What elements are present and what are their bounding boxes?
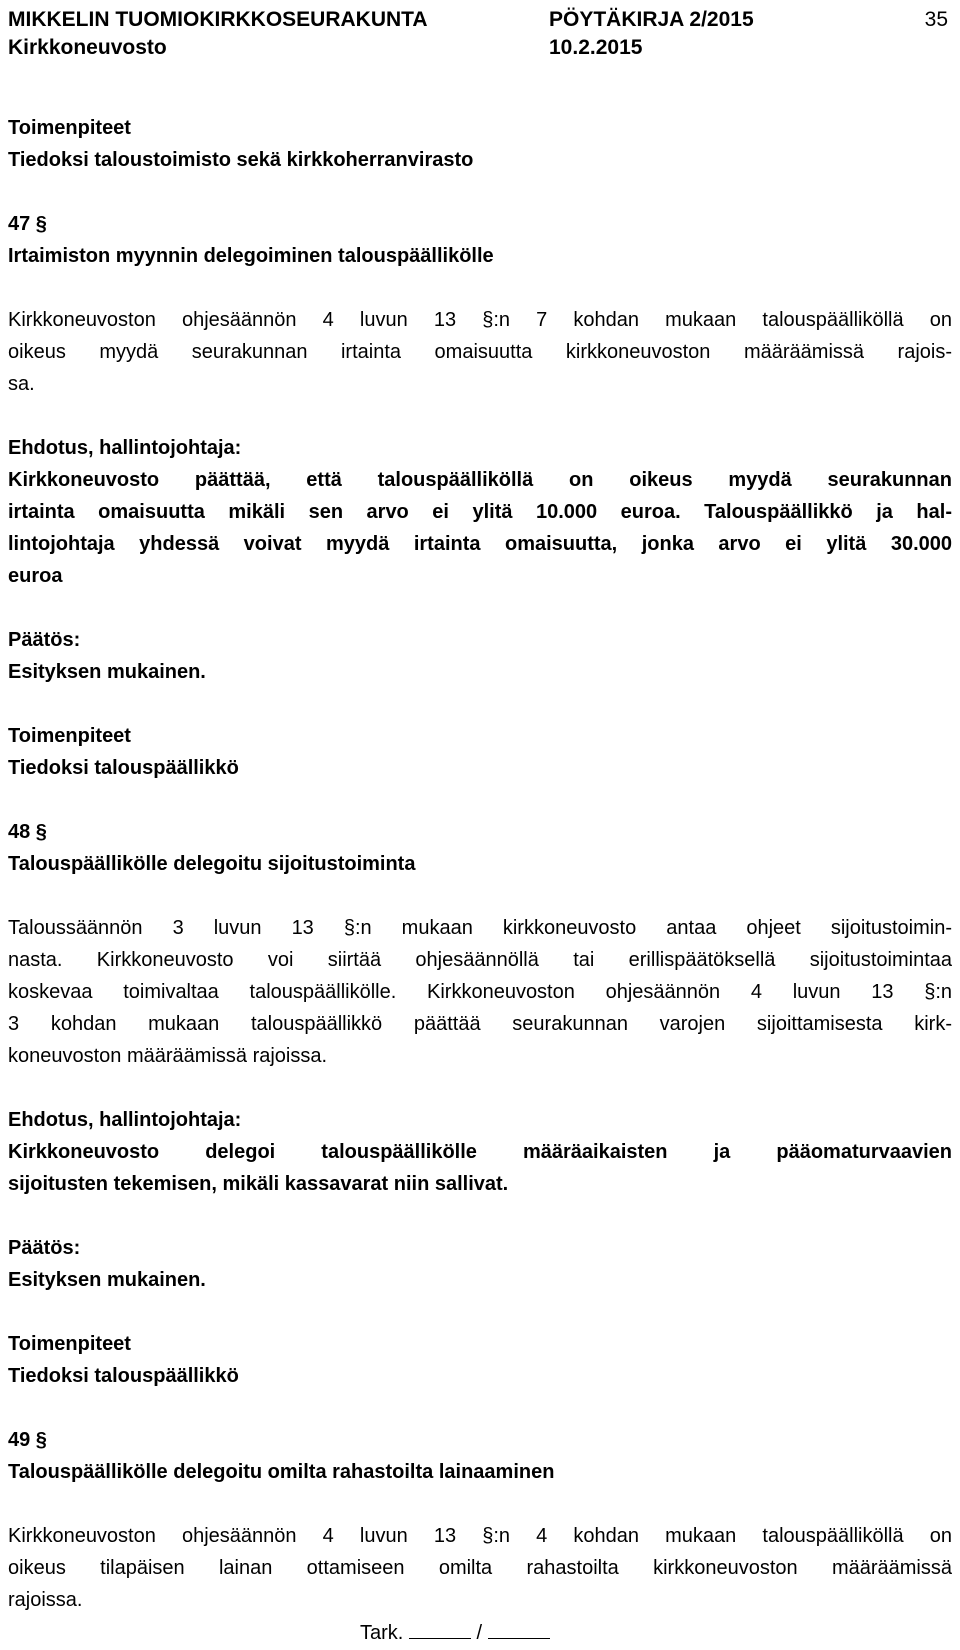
body-line: Kirkkoneuvoston ohjesäännön 4 luvun 13 §:n 4 kohdan mukaan talouspäälliköllä on [8,1525,952,1547]
spacer [8,400,952,432]
body-line: Kirkkoneuvoston ohjesäännön 4 luvun 13 §:n 7 kohdan mukaan talouspäälliköllä on [8,309,952,331]
review-footer [360,1620,550,1646]
paragraph-number: 47 § [8,213,47,235]
decision-text: Esityksen mukainen. [8,661,206,683]
body-line: oikeus myydä seurakunnan irtainta omaisuutta kirkkoneuvoston määräämissä rajois- [8,341,952,363]
organization-name: MIKKELIN TUOMIOKIRKKOSEURAKUNTA [8,8,428,31]
proposal-line: Kirkkoneuvosto päättää, että talouspäälliköllä on oikeus myydä seurakunnan [8,469,952,491]
review-label: Tark. [360,1622,404,1644]
spacer [8,1296,952,1328]
decision-text: Esityksen mukainen. [8,1269,206,1291]
section-text: Tiedoksi taloustoimisto sekä kirkkoherranvirasto [8,149,474,171]
section-text: Tiedoksi talouspäällikkö [8,1365,239,1387]
spacer [8,784,952,816]
body-line: nasta. Kirkkoneuvosto voi siirtää ohjesäännöllä tai erillispäätöksellä sijoitustoimintaa [8,949,952,971]
meeting-date: 10.2.2015 [549,36,643,59]
document-title: PÖYTÄKIRJA 2/2015 [549,8,754,31]
spacer [8,1200,952,1232]
body-line: 3 kohdan mukaan talouspäällikkö päättää seurakunnan varojen sijoittamisesta kirk- [8,1013,952,1035]
decision-heading: Päätös: [8,629,81,651]
review-separator: / [476,1622,483,1644]
body-line: Taloussäännön 3 luvun 13 §:n mukaan kirkkoneuvosto antaa ohjeet sijoitustoimin- [8,917,952,939]
decision-heading: Päätös: [8,1237,81,1259]
spacer [8,1488,952,1520]
proposal-heading: Ehdotus, hallintojohtaja: [8,437,242,459]
spacer [8,1072,952,1104]
spacer [8,1392,952,1424]
body-line: oikeus tilapäisen lainan ottamiseen omilta rahastoilta kirkkoneuvoston määräämissä [8,1557,952,1579]
body-line: sa. [8,373,35,395]
proposal-line: Kirkkoneuvosto delegoi talouspäällikölle määräaikaisten ja pääomaturvaavien [8,1141,952,1163]
section-heading: Toimenpiteet [8,1333,131,1355]
spacer [8,176,952,208]
initials-line-1 [409,1620,471,1639]
paragraph-title: Talouspäällikölle delegoitu sijoitustoiminta [8,853,416,875]
section-heading: Toimenpiteet [8,725,131,747]
spacer [8,272,952,304]
paragraph-number: 48 § [8,821,47,843]
proposal-heading: Ehdotus, hallintojohtaja: [8,1109,242,1131]
proposal-line: irtainta omaisuutta mikäli sen arvo ei ylitä 10.000 euroa. Talouspäällikkö ja hal- [8,501,952,523]
body-line: koskevaa toimivaltaa talouspäällikölle. Kirkkoneuvoston ohjesäännön 4 luvun 13 §:n [8,981,952,1003]
initials-line-2 [488,1620,550,1639]
paragraph-title: Irtaimiston myynnin delegoiminen talouspäällikölle [8,245,494,267]
proposal-line: euroa [8,565,63,587]
spacer [8,688,952,720]
meeting-body: Kirkkoneuvosto [8,36,167,59]
page-number: 35 [924,8,948,31]
section-heading: Toimenpiteet [8,117,131,139]
paragraph-number: 49 § [8,1429,47,1451]
proposal-line: lintojohtaja yhdessä voivat myydä irtainta omaisuutta, jonka arvo ei ylitä 30.000 [8,533,952,555]
paragraph-title: Talouspäällikölle delegoitu omilta rahastoilta lainaaminen [8,1461,555,1483]
body-line: koneuvoston määräämissä rajoissa. [8,1045,328,1067]
proposal-line: sijoitusten tekemisen, mikäli kassavarat niin sallivat. [8,1173,509,1195]
section-text: Tiedoksi talouspäällikkö [8,757,239,779]
minutes-body [8,112,952,1616]
spacer [8,880,952,912]
body-line: rajoissa. [8,1589,83,1611]
spacer [8,592,952,624]
